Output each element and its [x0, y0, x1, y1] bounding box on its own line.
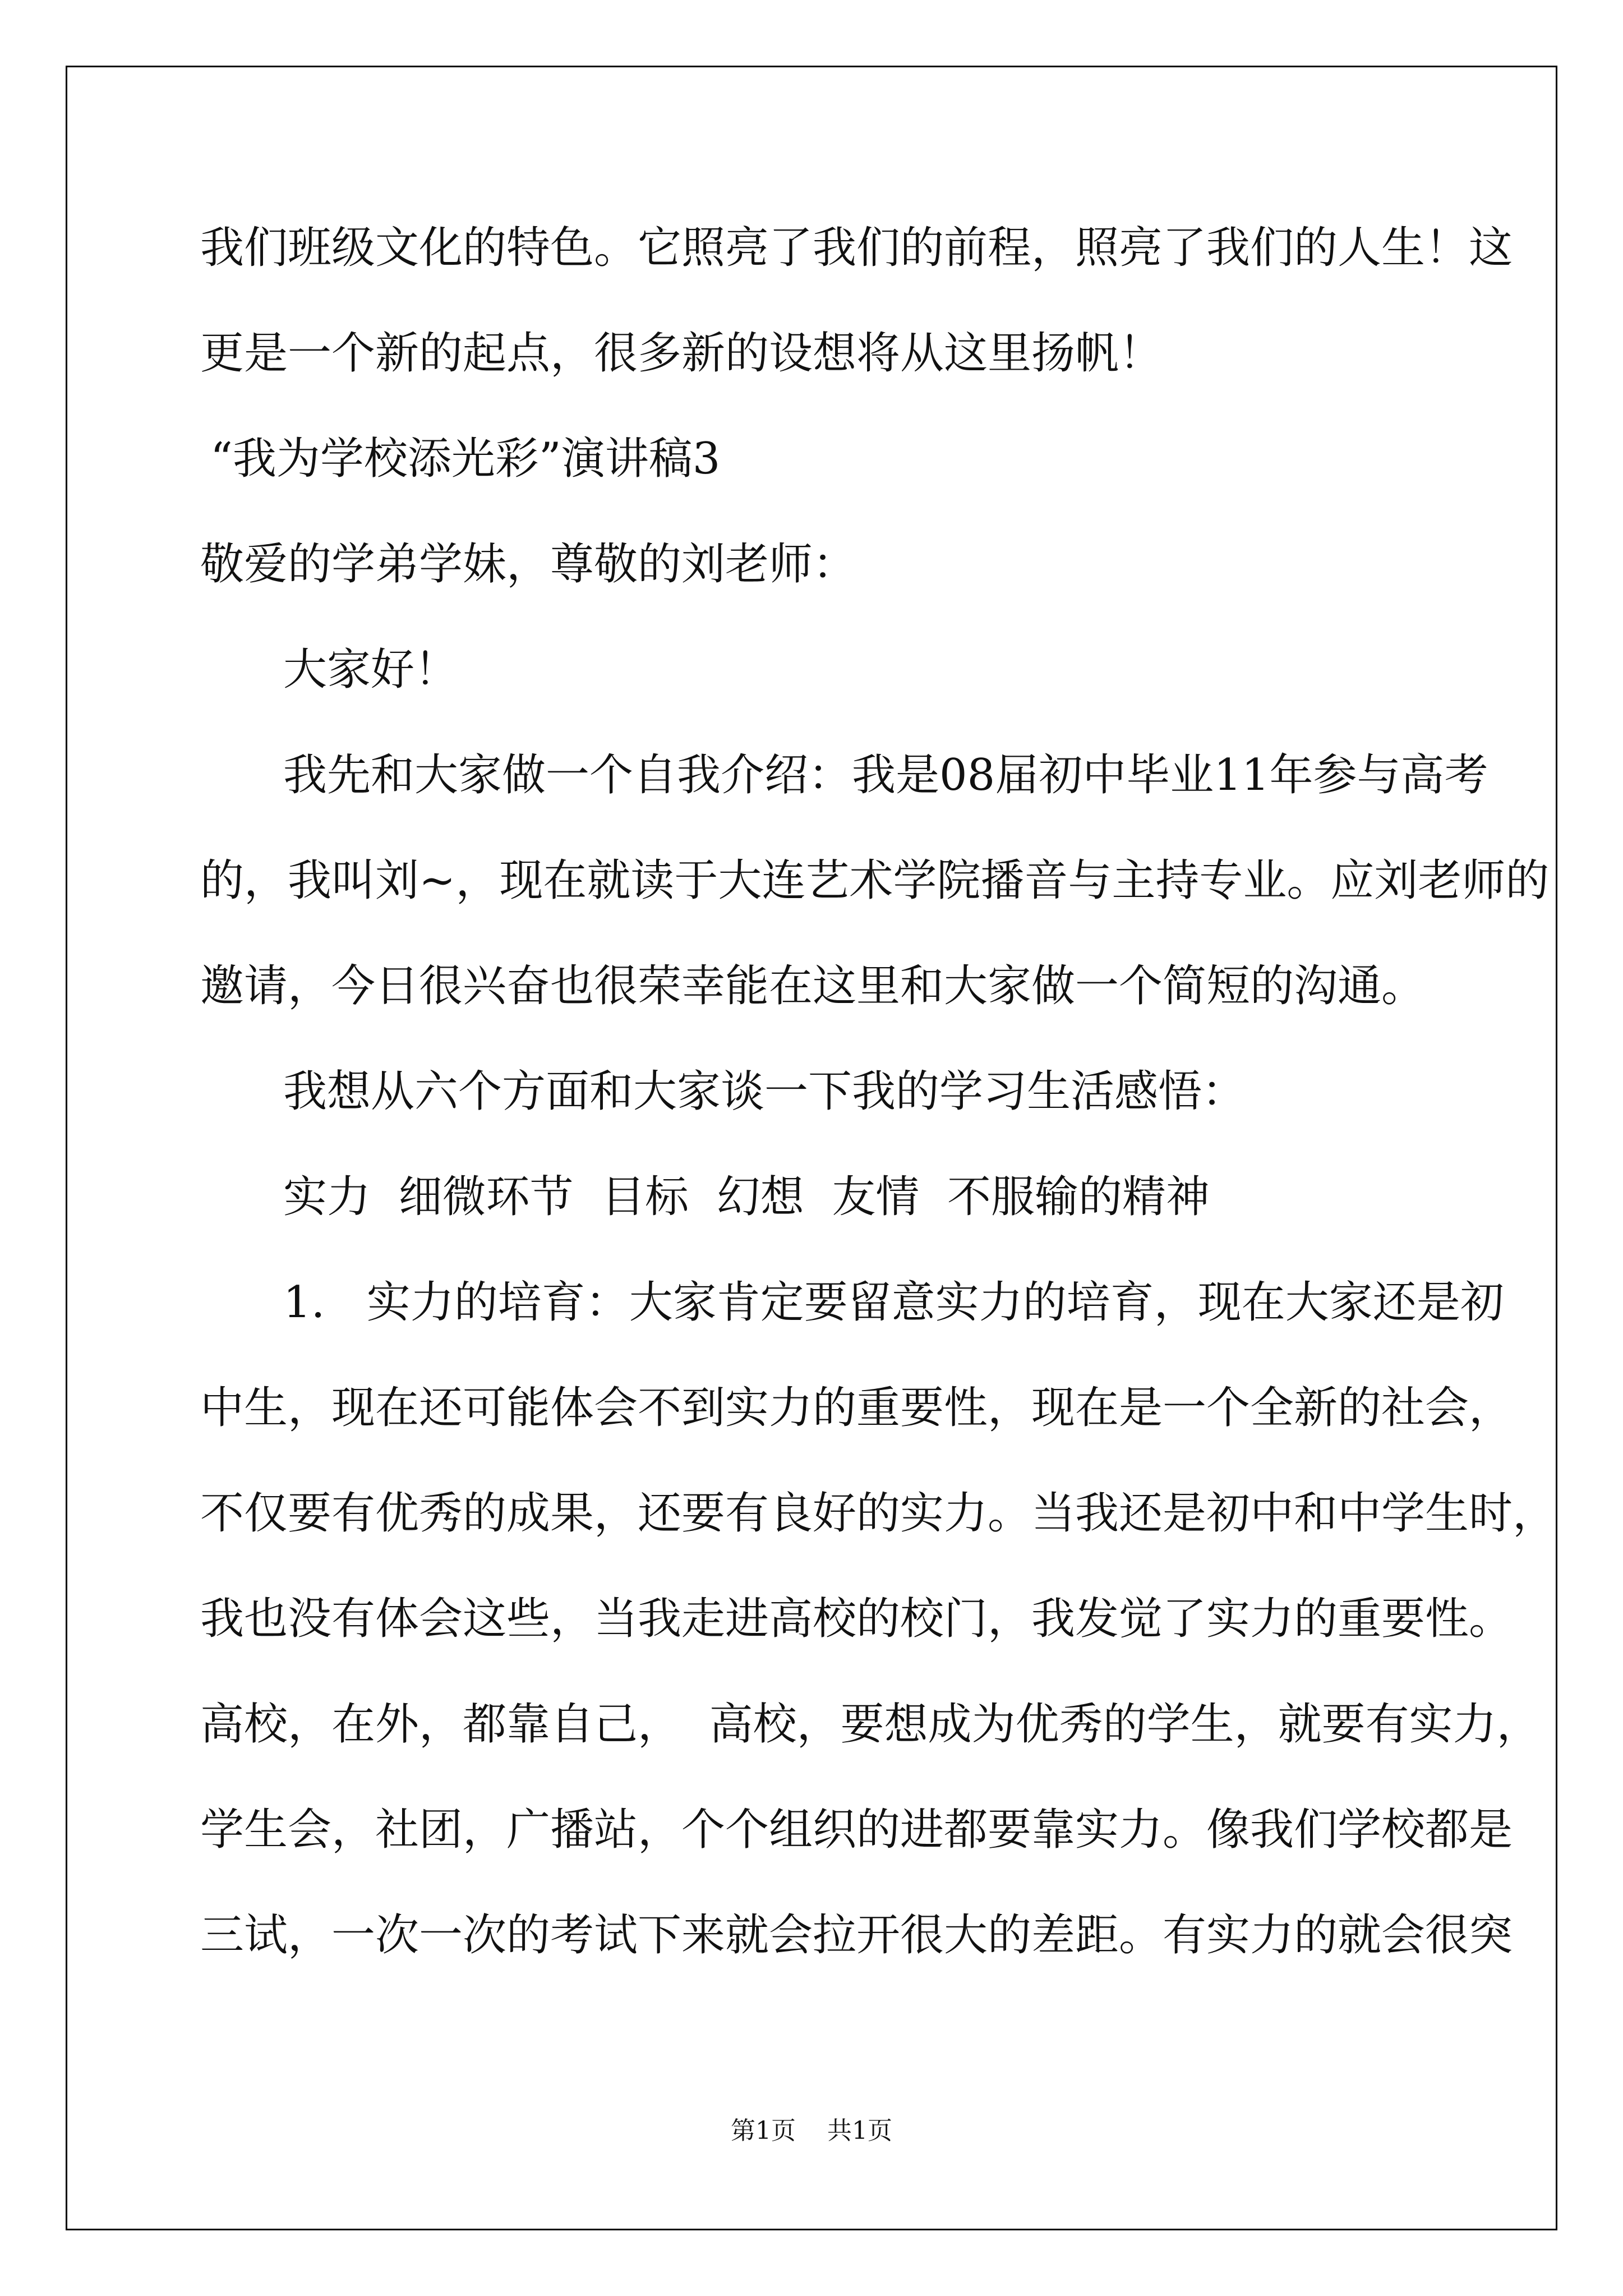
text-line: 更是一个新的起点，很多新的设想将从这里扬帆！ — [200, 328, 1163, 379]
text-line: 不仅要有优秀的成果，还要有良好的实力。当我还是初中和中学生时， — [200, 1488, 1557, 1539]
document-body — [200, 195, 1557, 1988]
topics-line: 实力 细微环节 目标 幻想 友情 不服输的精神 — [283, 1172, 1210, 1222]
page-footer — [0, 2110, 1623, 2146]
text-line: 三试，一次一次的考试下来就会拉开很大的差距。有实力的就会很突 — [200, 1910, 1513, 1961]
page-number: 第1页 共1页 — [731, 2116, 892, 2145]
text-line: 我们班级文化的特色。它照亮了我们的前程，照亮了我们的人生！这 — [200, 223, 1513, 273]
greeting: 大家好！ — [283, 645, 459, 695]
text-line: 1. 实力的培育：大家肯定要留意实力的培育，现在大家还是初 — [283, 1277, 1504, 1328]
salutation: 敬爱的学弟学妹，尊敬的刘老师： — [200, 539, 857, 590]
text-line: 我想从六个方面和大家谈一下我的学习生活感悟： — [283, 1066, 1246, 1117]
text-line: 我先和大家做一个自我介绍：我是08届初中毕业11年参与高考 — [283, 750, 1488, 800]
text-line: 的，我叫刘~，现在就读于大连艺术学院播音与主持专业。应刘老师的 — [200, 855, 1550, 906]
text-line: 我也没有体会这些，当我走进高校的校门，我发觉了实力的重要性。 — [200, 1594, 1513, 1644]
section-heading: “我为学校添光彩”演讲稿3 — [210, 434, 721, 484]
text-line: 中生，现在还可能体会不到实力的重要性，现在是一个全新的社会， — [200, 1383, 1513, 1433]
text-line: 学生会，社团，广播站，个个组织的进都要靠实力。像我们学校都是 — [200, 1805, 1513, 1855]
text-line: 高校，在外，都靠自己， 高校，要想成为优秀的学生，就要有实力， — [200, 1699, 1541, 1750]
text-line: 邀请，今日很兴奋也很荣幸能在这里和大家做一个简短的沟通。 — [200, 961, 1426, 1011]
